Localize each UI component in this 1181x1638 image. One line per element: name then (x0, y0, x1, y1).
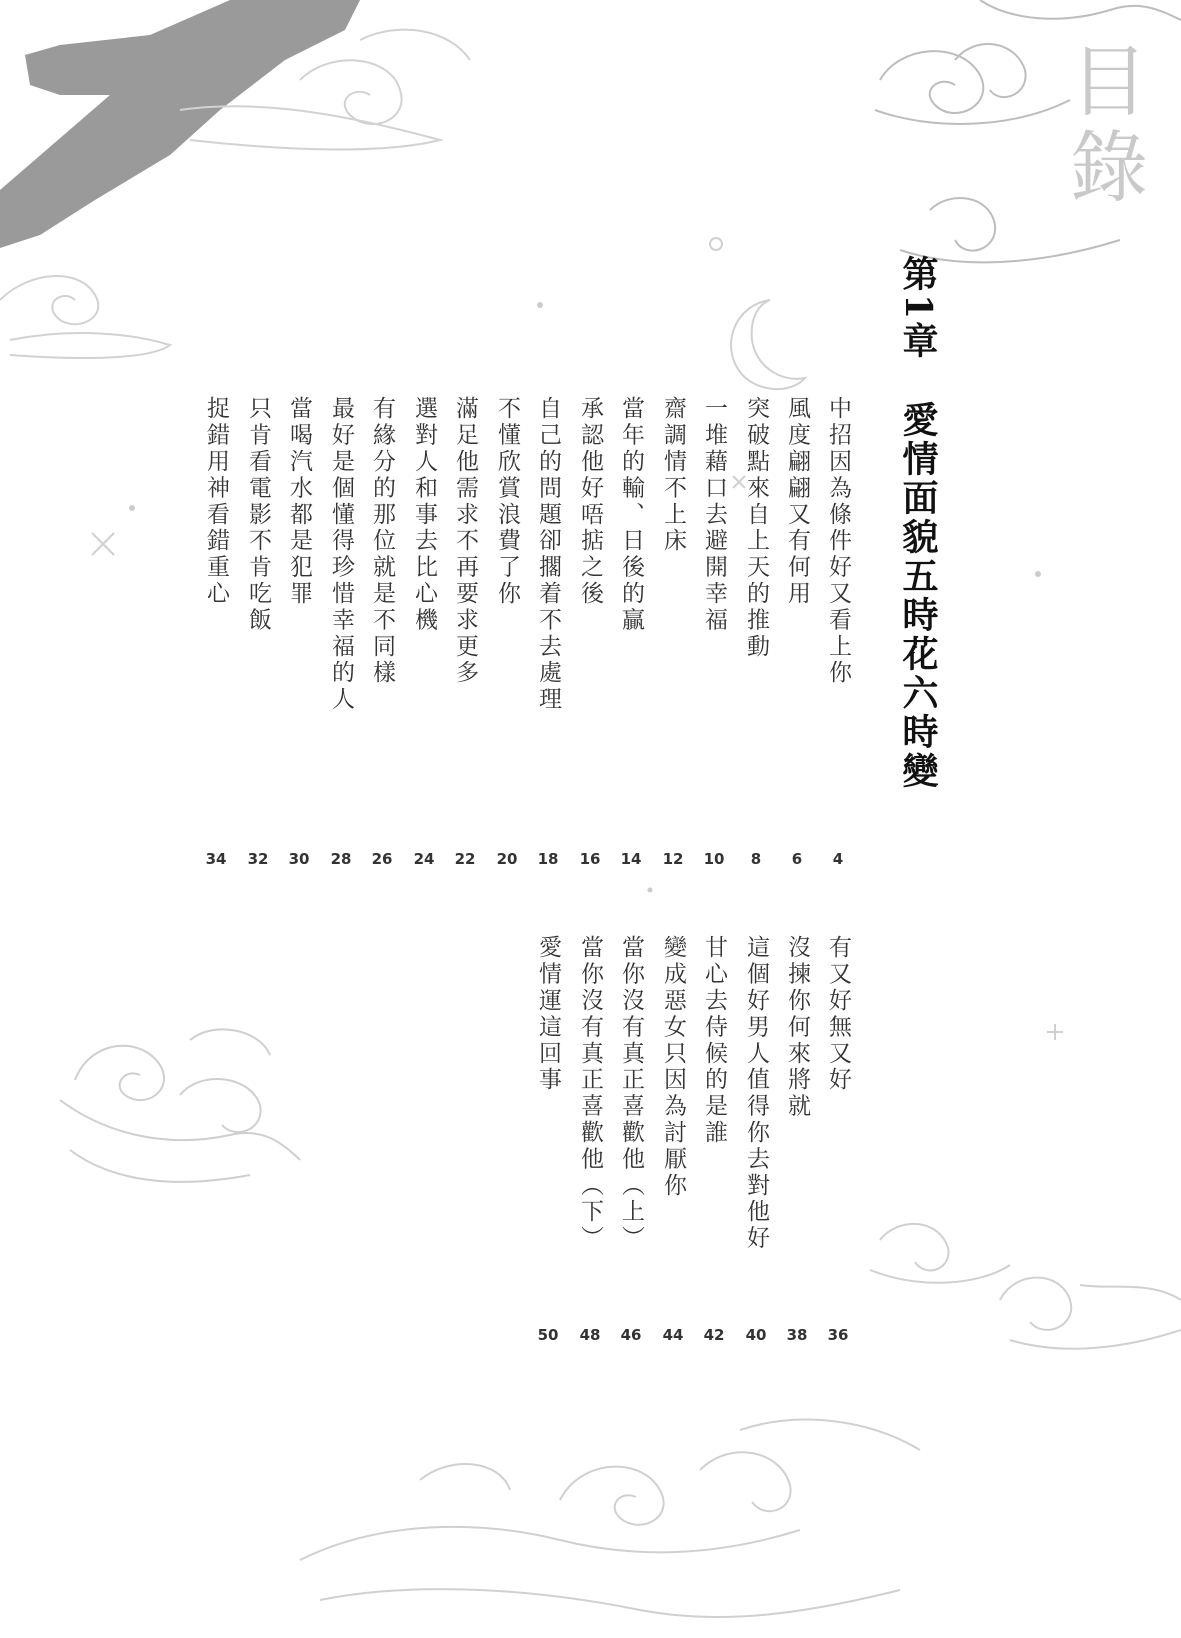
cloud-motif-left-mid (60, 1029, 300, 1182)
toc-entry-title[interactable]: 承認他好唔掂之後 (577, 396, 603, 608)
toc-entry-page: 46 (620, 1326, 642, 1344)
toc-entry-page: 14 (620, 850, 642, 868)
toc-entry-page: 36 (827, 1326, 849, 1344)
toc-entry-page: 6 (791, 850, 803, 868)
toc-entry-title[interactable]: 有又好無又好 (825, 935, 851, 1094)
toc-entry-title[interactable]: 沒揀你何來將就 (784, 935, 810, 1120)
toc-entry-page: 42 (703, 1326, 725, 1344)
cloud-motif-right-mid (870, 1224, 1181, 1349)
toc-entry-page: 22 (454, 850, 476, 868)
toc-entry-title[interactable]: 愛情運這回事 (535, 935, 561, 1094)
toc-entry-title[interactable]: 中招因為條件好又看上你 (825, 396, 851, 687)
toc-entry-title[interactable]: 滿足他需求不再要求更多 (452, 396, 478, 687)
toc-entry-title[interactable]: 突破點來自上天的推動 (743, 396, 769, 660)
toc-entry-title[interactable]: 當你沒有真正喜歡他（上） (618, 935, 644, 1252)
toc-entry-title[interactable]: 當年的輸、日後的贏 (618, 396, 644, 634)
toc-entry-page: 48 (579, 1326, 601, 1344)
toc-entry-title[interactable]: 選對人和事去比心機 (411, 396, 437, 634)
toc-heading: 目錄 (1057, 40, 1147, 212)
toc-entry-title[interactable]: 齋調情不上床 (660, 396, 686, 555)
toc-entry-page: 8 (750, 850, 762, 868)
toc-entry-page: 32 (247, 850, 269, 868)
toc-entry-page: 44 (662, 1326, 684, 1344)
toc-entry-title[interactable]: 有緣分的那位就是不同樣 (369, 396, 395, 687)
chapter-name: 愛情面貌五時花六時變 (897, 401, 939, 792)
toc-entry-page: 38 (786, 1326, 808, 1344)
toc-entry-title[interactable]: 變成惡女只因為討厭你 (660, 935, 686, 1199)
toc-entry-page: 30 (288, 850, 310, 868)
hand-silhouette (0, 0, 360, 248)
toc-entry-page: 16 (579, 850, 601, 868)
toc-entry-title[interactable]: 一堆藉口去避開幸福 (701, 396, 727, 634)
cloud-motif-bottom (300, 1420, 920, 1617)
chapter-label: 第1章 (897, 255, 939, 362)
toc-entry-page: 4 (832, 850, 844, 868)
toc-entry-title[interactable]: 當你沒有真正喜歡他（下） (577, 935, 603, 1252)
toc-entry-title[interactable]: 甘心去侍候的是誰 (701, 935, 727, 1147)
chapter-title (893, 255, 943, 791)
toc-entry-title[interactable]: 不懂欣賞浪費了你 (494, 396, 520, 608)
toc-entry-page: 18 (537, 850, 559, 868)
toc-entry-page: 50 (537, 1326, 559, 1344)
toc-entry-title[interactable]: 當喝汽水都是犯罪 (286, 396, 312, 608)
toc-entry-title[interactable]: 這個好男人值得你去對他好 (743, 935, 769, 1252)
toc-entry-page: 28 (330, 850, 352, 868)
toc-entry-page: 12 (662, 850, 684, 868)
toc-entry-page: 40 (745, 1326, 767, 1344)
toc-entry-title[interactable]: 最好是個懂得珍惜幸福的人 (328, 396, 354, 713)
toc-entry-page: 26 (371, 850, 393, 868)
toc-entry-page: 34 (205, 850, 227, 868)
toc-entry-title[interactable]: 自己的問題卻擱着不去處理 (535, 396, 561, 713)
toc-entry-page: 24 (413, 850, 435, 868)
toc-entry-title[interactable]: 捉錯用神看錯重心 (203, 396, 229, 608)
toc-entry-page: 20 (496, 850, 518, 868)
toc-entry-page: 10 (703, 850, 725, 868)
toc-entry-title[interactable]: 只肯看電影不肯吃飯 (245, 396, 271, 634)
toc-entry-title[interactable]: 風度翩翩又有何用 (784, 396, 810, 608)
